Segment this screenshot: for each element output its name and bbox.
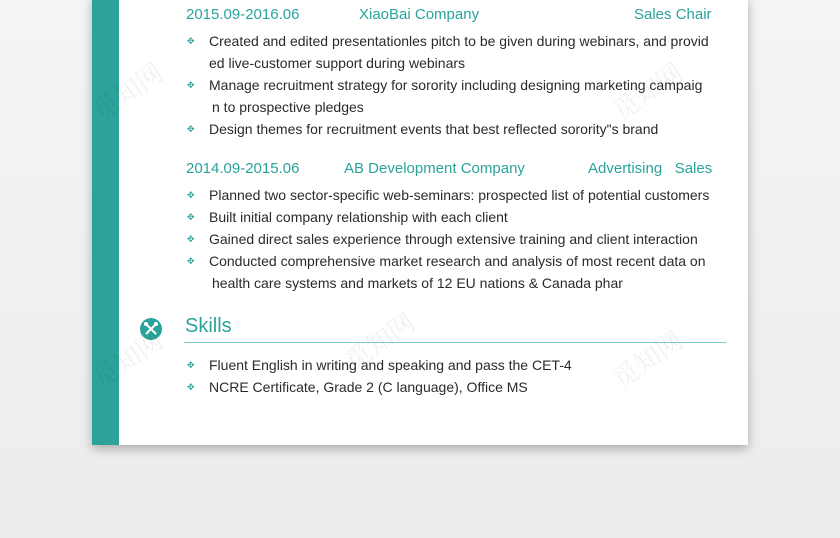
job-bullet: ✥ Conducted comprehensive market research and analysis of most recent data on health care systems and markets of 12 EU nations & Canada phar — [187, 250, 727, 294]
job-date: 2014.09-2015.06 — [186, 160, 300, 177]
diamond-bullet-icon: ✥ — [187, 234, 195, 244]
job-role: Sales Chair — [634, 6, 712, 23]
job-bullet: ✥ Design themes for recruitment events that best reflected sorority"s brand — [187, 118, 727, 140]
job-bullet: ✥ Planned two sector-specific web-seminars: prospected list of potential customers — [187, 184, 727, 206]
job-company: XiaoBai Company — [359, 6, 480, 23]
skill-item: ✥ NCRE Certificate, Grade 2 (C language), Office MS — [187, 376, 727, 398]
diamond-bullet-icon: ✥ — [187, 36, 195, 46]
job-date: 2015.09-2016.06 — [186, 6, 300, 23]
tools-icon — [140, 318, 162, 340]
job-bullet: ✥ Gained direct sales experience through extensive training and client interaction — [187, 228, 727, 250]
job-bullet: ✥ Created and edited presentationles pitch to be given during webinars, and provid ed live-customer support during webinars — [187, 30, 727, 74]
diamond-bullet-icon: ✥ — [187, 124, 195, 134]
job-role: Advertising Sales — [588, 160, 713, 177]
job-bullet: ✥ Manage recruitment strategy for sorority including designing marketing campaig n to prospective pledges — [187, 74, 727, 118]
accent-side-bar — [92, 0, 119, 445]
diamond-bullet-icon: ✥ — [187, 360, 195, 370]
job-company: AB Development Company — [344, 160, 525, 177]
diamond-bullet-icon: ✥ — [187, 190, 195, 200]
skills-heading: Skills — [185, 315, 232, 337]
resume-page — [92, 0, 748, 445]
diamond-bullet-icon: ✥ — [187, 212, 195, 222]
section-divider — [184, 342, 726, 343]
diamond-bullet-icon: ✥ — [187, 80, 195, 90]
diamond-bullet-icon: ✥ — [187, 382, 195, 392]
job-bullet: ✥ Built initial company relationship with each client — [187, 206, 727, 228]
diamond-bullet-icon: ✥ — [187, 256, 195, 266]
skill-item: ✥ Fluent English in writing and speaking and pass the CET-4 — [187, 354, 727, 376]
